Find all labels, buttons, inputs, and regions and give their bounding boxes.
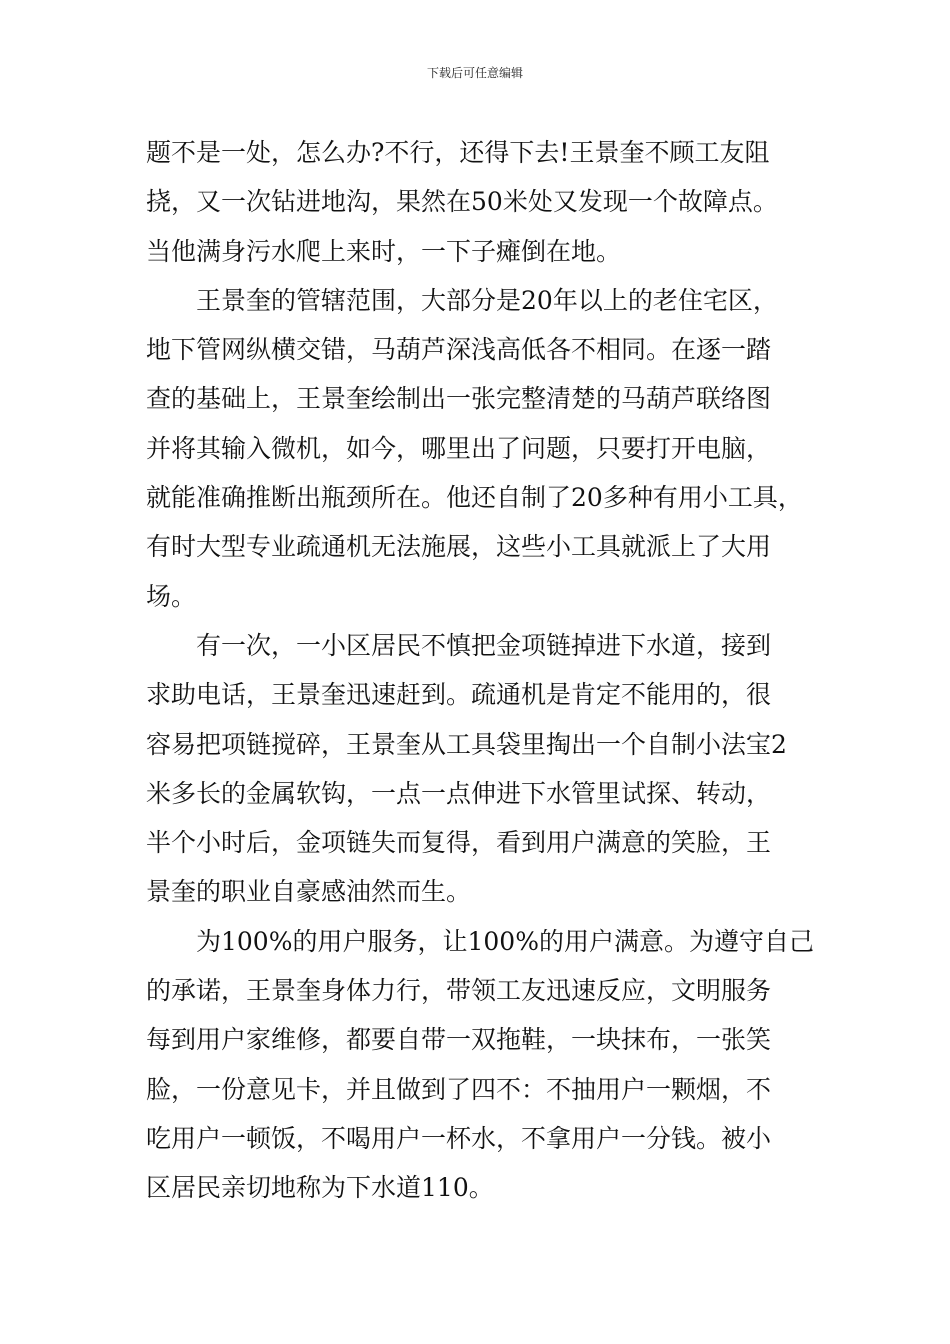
text-line: 容易把项链搅碎，王景奎从工具袋里掏出一个自制小法宝2 [146,729,787,759]
text-line: 区居民亲切地称为下水道110。 [146,1173,494,1203]
text-line: 脸，一份意见卡，并且做到了四不：不抽用户一颗烟，不 [146,1074,772,1104]
text-line: 并将其输入微机，如今，哪里出了问题，只要打开电脑， [146,433,772,463]
paragraph-start-line: 有一次，一小区居民不慎把金项链掉进下水道，接到 [196,630,772,660]
text-line: 场。 [146,581,197,611]
page-header: 下载后可任意编辑 [426,66,523,80]
text-line: 查的基础上，王景奎绘制出一张完整清楚的马葫芦联络图 [146,384,772,414]
paragraph-start-line: 为100%的用户服务，让100%的用户满意。为遵守自己 [196,926,814,956]
text-line: 求助电话，王景奎迅速赶到。疏通机是肯定不能用的，很 [146,680,772,710]
text-line: 每到用户家维修，都要自带一双拖鞋，一块抹布，一张笑 [146,1025,772,1055]
text-line: 有时大型专业疏通机无法施展，这些小工具就派上了大用 [146,532,772,562]
text-line: 吃用户一顿饭，不喝用户一杯水，不拿用户一分钱。被小 [146,1123,772,1153]
text-line: 当他满身污水爬上来时，一下子瘫倒在地。 [146,236,622,266]
text-line: 挠，又一次钻进地沟，果然在50米处又发现一个故障点。 [146,187,778,217]
text-line: 米多长的金属软钩，一点一点伸进下水管里试探、转动， [146,778,772,808]
text-line: 题不是一处，怎么办?不行，还得下去!王景奎不顾工友阻 [146,138,770,167]
document-body [146,128,826,1213]
text-line: 景奎的职业自豪感油然而生。 [146,877,472,907]
text-line: 地下管网纵横交错，马葫芦深浅高低各不相同。在逐一踏 [146,335,772,365]
text-line: 的承诺，王景奎身体力行，带领工友迅速反应，文明服务 [146,976,772,1006]
text-line: 就能准确推断出瓶颈所在。他还自制了20多种有用小工具， [146,483,803,513]
text-line: 半个小时后，金项链失而复得，看到用户满意的笑脸，王 [146,828,772,858]
paragraph-start-line: 王景奎的管辖范围，大部分是20年以上的老住宅区， [196,285,778,315]
